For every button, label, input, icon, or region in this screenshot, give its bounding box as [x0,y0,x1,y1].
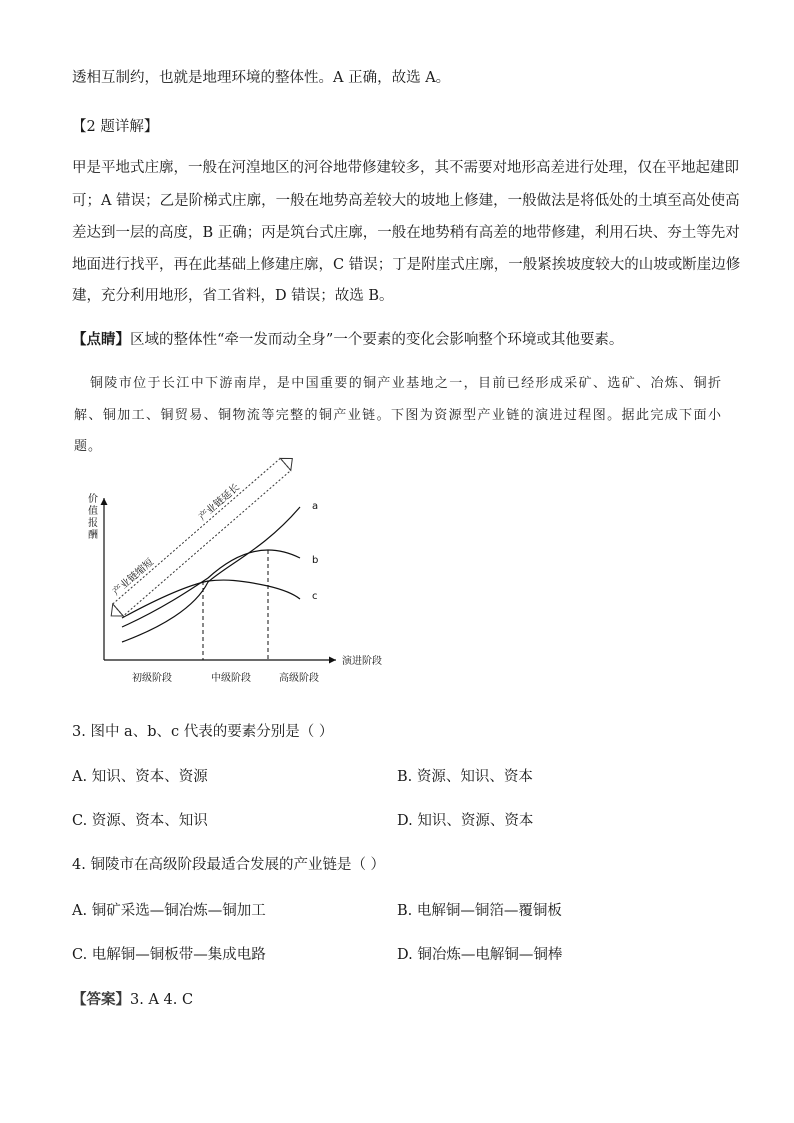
stage-label-3: 高级阶段 [279,673,319,684]
y-axis-label-2: 值 [88,506,98,517]
stage-label-2: 中级阶段 [211,673,251,684]
answer-text: 3. A 4. C [130,992,194,1008]
series-label-a: a [312,501,319,512]
pointer-line [72,328,623,349]
answer-tag: 【答案】 [72,991,130,1008]
q3-stem: 3. 图中 a、b、c 代表的要素分别是（ ） [72,724,334,740]
stem-line-1: 铜陵市位于长江中下游南岸，是中国重要的铜产业基地之一，目前已经形成采矿、选矿、冶炼、铜折 [90,376,722,391]
intro-line: 透相互制约，也就是地理环境的整体性。A 正确，故选 A。 [72,70,451,86]
x-axis-label: 演进阶段 [342,656,382,667]
pointer-tag: 【点睛】 [72,331,130,348]
q2-detail-line-2: 可；A 错误；乙是阶梯式庄廓，一般在地势高差较大的坡地上修建，一般做法是将低处的土填至高处使高 [72,193,740,209]
pointer-text: 区域的整体性“牵一发而动全身”一个要素的变化会影响整个环境或其他要素。 [130,332,624,348]
y-axis-label-3: 报 [88,518,98,529]
annotation-shorten: 产业链缩短 [110,556,156,598]
q3-option-a[interactable]: A. 知识、资本、资源 [72,769,208,785]
y-axis-label-4: 酬 [88,530,98,541]
q2-detail-heading: 【2 题详解】 [72,119,159,135]
q3-option-b[interactable]: B. 资源、知识、资本 [397,769,533,785]
stem-line-2: 解、铜加工、铜贸易、铜物流等完整的铜产业链。下图为资源型产业链的演进过程图。据此完成下面小 [74,408,722,423]
q4-option-c[interactable]: C. 电解铜—铜板带—集成电路 [72,947,266,963]
q4-option-b[interactable]: B. 电解铜—铜箔—覆铜板 [397,903,562,919]
annotation-extend: 产业链延长 [196,482,242,524]
industry-chain-chart [90,478,420,693]
y-axis-label-1: 价 [88,494,98,505]
chain-arrow [97,442,298,622]
q2-detail-line-1: 甲是平地式庄廓，一般在河湟地区的河谷地带修建较多，其不需要对地形高差进行处理，仅在平地起建即 [72,160,739,176]
series-label-b: b [312,555,319,566]
stem-line-3: 题。 [74,439,103,454]
q2-detail-line-4: 地面进行找平，再在此基础上修建庄廓，C 错误；丁是附崖式庄廓，一般紧挨坡度较大的山坡或断崖边修 [72,257,741,273]
q3-option-d[interactable]: D. 知识、资源、资本 [397,813,534,829]
series-line-a [122,507,300,642]
q2-detail-line-3: 差达到一层的高度，B 正确；丙是筑台式庄廓，一般在地势稍有高差的地带修建，利用石块、夯土等先对 [72,225,740,241]
answer-line [72,988,193,1009]
q4-option-a[interactable]: A. 铜矿采选—铜冶炼—铜加工 [72,903,266,919]
q3-option-c[interactable]: C. 资源、资本、知识 [72,813,208,829]
q4-option-d[interactable]: D. 铜冶炼—电解铜—铜棒 [397,947,563,963]
q4-stem: 4. 铜陵市在高级阶段最适合发展的产业链是（ ） [72,857,386,873]
series-line-c [122,580,300,618]
q2-detail-line-5: 建，充分利用地形，省工省料，D 错误；故选 B。 [72,288,394,304]
stage-label-1: 初级阶段 [132,673,172,684]
series-label-c: c [312,591,318,602]
